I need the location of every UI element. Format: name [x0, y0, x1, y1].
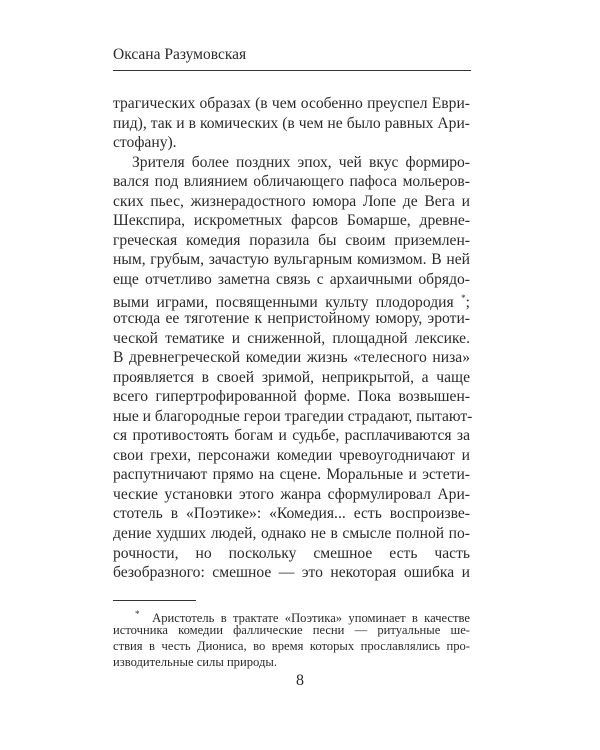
body-line: ческой тематике и сниженной, площадной лексике.: [113, 329, 470, 347]
footnote: [113, 606, 470, 670]
body-line: дение худших людей, однако не в смысле полной по-: [113, 525, 470, 543]
page-number: 8: [296, 672, 304, 689]
body-line: ских пьес, жизнерадостного юмора Лопе де Вега и: [113, 192, 470, 210]
body-line: ным, грубым, зачастую вульгарным комизмом. В ней: [113, 251, 470, 269]
footnote-line: источника комедии фаллические песни — ритуальные ше-: [113, 623, 470, 637]
semicolon: ;: [465, 294, 470, 312]
running-header: Оксана Разумовская: [113, 46, 247, 63]
body-line: пид), так и в комических (в чем не было равных Ари-: [113, 114, 470, 132]
body-line: Шекспира, искрометных фарсов Бомарше, древне-: [113, 212, 470, 230]
body-line: стофану).: [113, 134, 177, 152]
body-line: распутничают прямо на сцене. Моральные и эстети-: [113, 466, 470, 484]
body-line: Зрителя более поздних эпох, чей вкус формиро-: [132, 153, 470, 171]
footnote-text: Аристотель в трактате «Поэтика» упоминает в качестве: [152, 611, 470, 626]
body-line: трагических образах (в чем особенно преуспел Еври-: [113, 95, 470, 112]
body-line: проявляется в своей зримой, неприкрытой, а чаще: [113, 368, 470, 386]
footnote-reference[interactable]: *: [461, 293, 466, 304]
body-line: В древнегреческой комедии жизнь «телесного низа»: [113, 349, 470, 367]
body-line: всего гипертрофированной форме. Пока возвышен-: [113, 388, 470, 406]
body-line: стотель в «Поэтике»: «Комедия... есть воспроизве-: [113, 505, 470, 523]
body-line: ные и благородные герои трагедии страдают, пытают-: [113, 407, 473, 425]
body-line-text: выми играми, посвященными культу плодородия: [113, 294, 454, 312]
footnote-line: [113, 606, 470, 626]
body-line: ся противостоять богам и судьбе, расплачиваются за: [113, 427, 470, 445]
body-line: рочности, но поскольку смешное есть часть: [113, 544, 470, 562]
body-line: еще отчетливо заметна связь с архаичными обрядо-: [113, 270, 470, 288]
footnote-marker: *: [135, 609, 140, 619]
body-line: вался под влиянием обличающего пафоса мольеров-: [113, 173, 470, 191]
body-line: свои грехи, персонажи комедии чревоугодничают и: [113, 446, 470, 464]
header-rule: [113, 70, 471, 71]
body-line: безобразного: смешное — это некоторая ошибка и: [113, 564, 470, 582]
footnote-line: ствия в честь Диониса, во время которых прославлялись про-: [113, 639, 470, 653]
body-line: греческая комедия поразила бы своим приземлен-: [113, 231, 470, 249]
body-line-with-footnote: [113, 289, 470, 312]
body-line: отсюда ее тяготение к непристойному юмору, эроти-: [113, 310, 470, 328]
footnote-rule: [113, 600, 196, 601]
body-text: [113, 94, 473, 583]
footnote-line: изводительные силы природы.: [113, 655, 277, 669]
body-line: ческие установки этого жанра сформулировал Ари-: [113, 485, 470, 503]
